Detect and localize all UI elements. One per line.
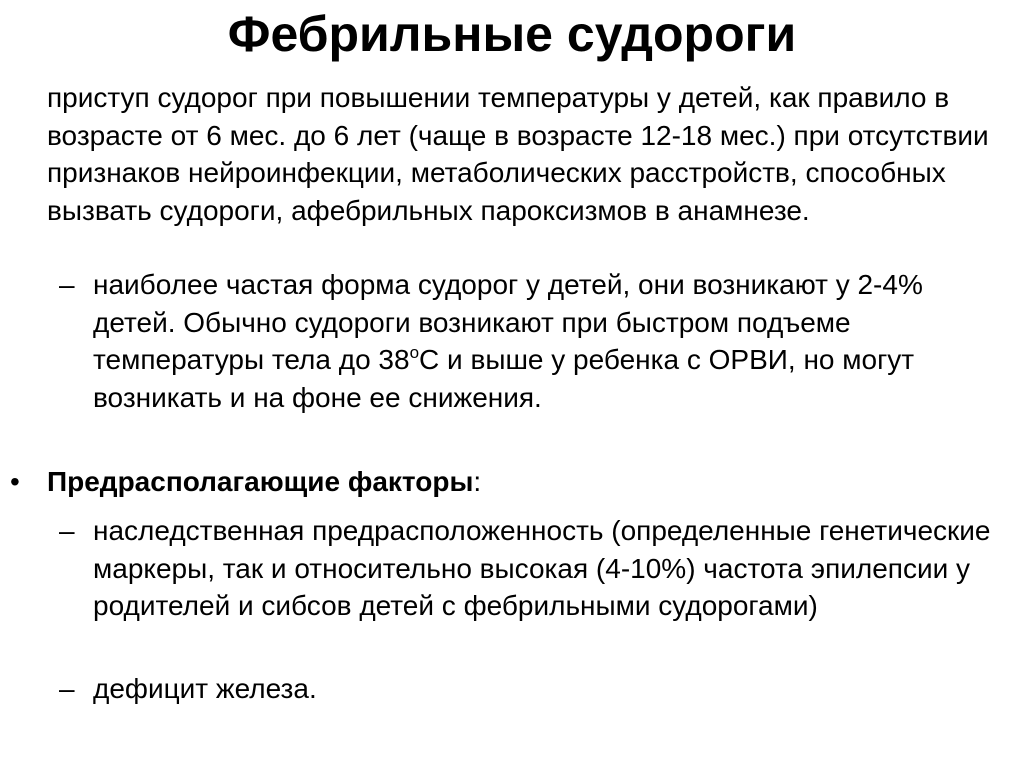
factors-heading: Предрасполагающие факторы [47, 466, 474, 497]
frequency-text-part-1: наиболее частая форма судорог у детей, они возникают у 2-4% детей. Обычно судороги возникают при быстром подъеме температуры тела до 38 [93, 269, 923, 375]
factor-item-iron [47, 670, 1007, 708]
dash-marker: – [59, 269, 75, 300]
factor-text: наследственная предрасположенность (определенные генетические маркеры, так и относительно высокая (4-10%) частота эпилепсии у родителей и сибсов детей с фебрильными судорогами) [93, 515, 991, 621]
frequency-text [93, 266, 1007, 416]
dash-marker: – [59, 515, 75, 546]
factors-heading-line [47, 463, 1000, 501]
factors-bullet [0, 463, 1000, 501]
factor-text: дефицит железа. [93, 673, 317, 704]
frequency-text-part-2: С и выше у ребенка с ОРВИ, но могут возникать и на фоне ее снижения. [93, 344, 915, 413]
slide-title: Фебрильные судороги [227, 6, 797, 62]
frequency-list-item [47, 266, 1007, 416]
definition-paragraph: приступ судорог при повышении температуры у детей, как правило в возрасте от 6 мес. до 6 лет (чаще в возрасте 12-18 мес.) при отсутствии признаков нейроинфекции, метаболических расстройств, способных вызвать судороги, афебрильных пароксизмов в анамнезе. [47, 82, 989, 226]
factors-heading-colon: : [473, 466, 482, 497]
bullet-marker: • [10, 466, 20, 497]
factor-item-heredity [47, 512, 1007, 625]
degree-superscript: о [409, 343, 420, 362]
dash-marker: – [59, 673, 75, 704]
